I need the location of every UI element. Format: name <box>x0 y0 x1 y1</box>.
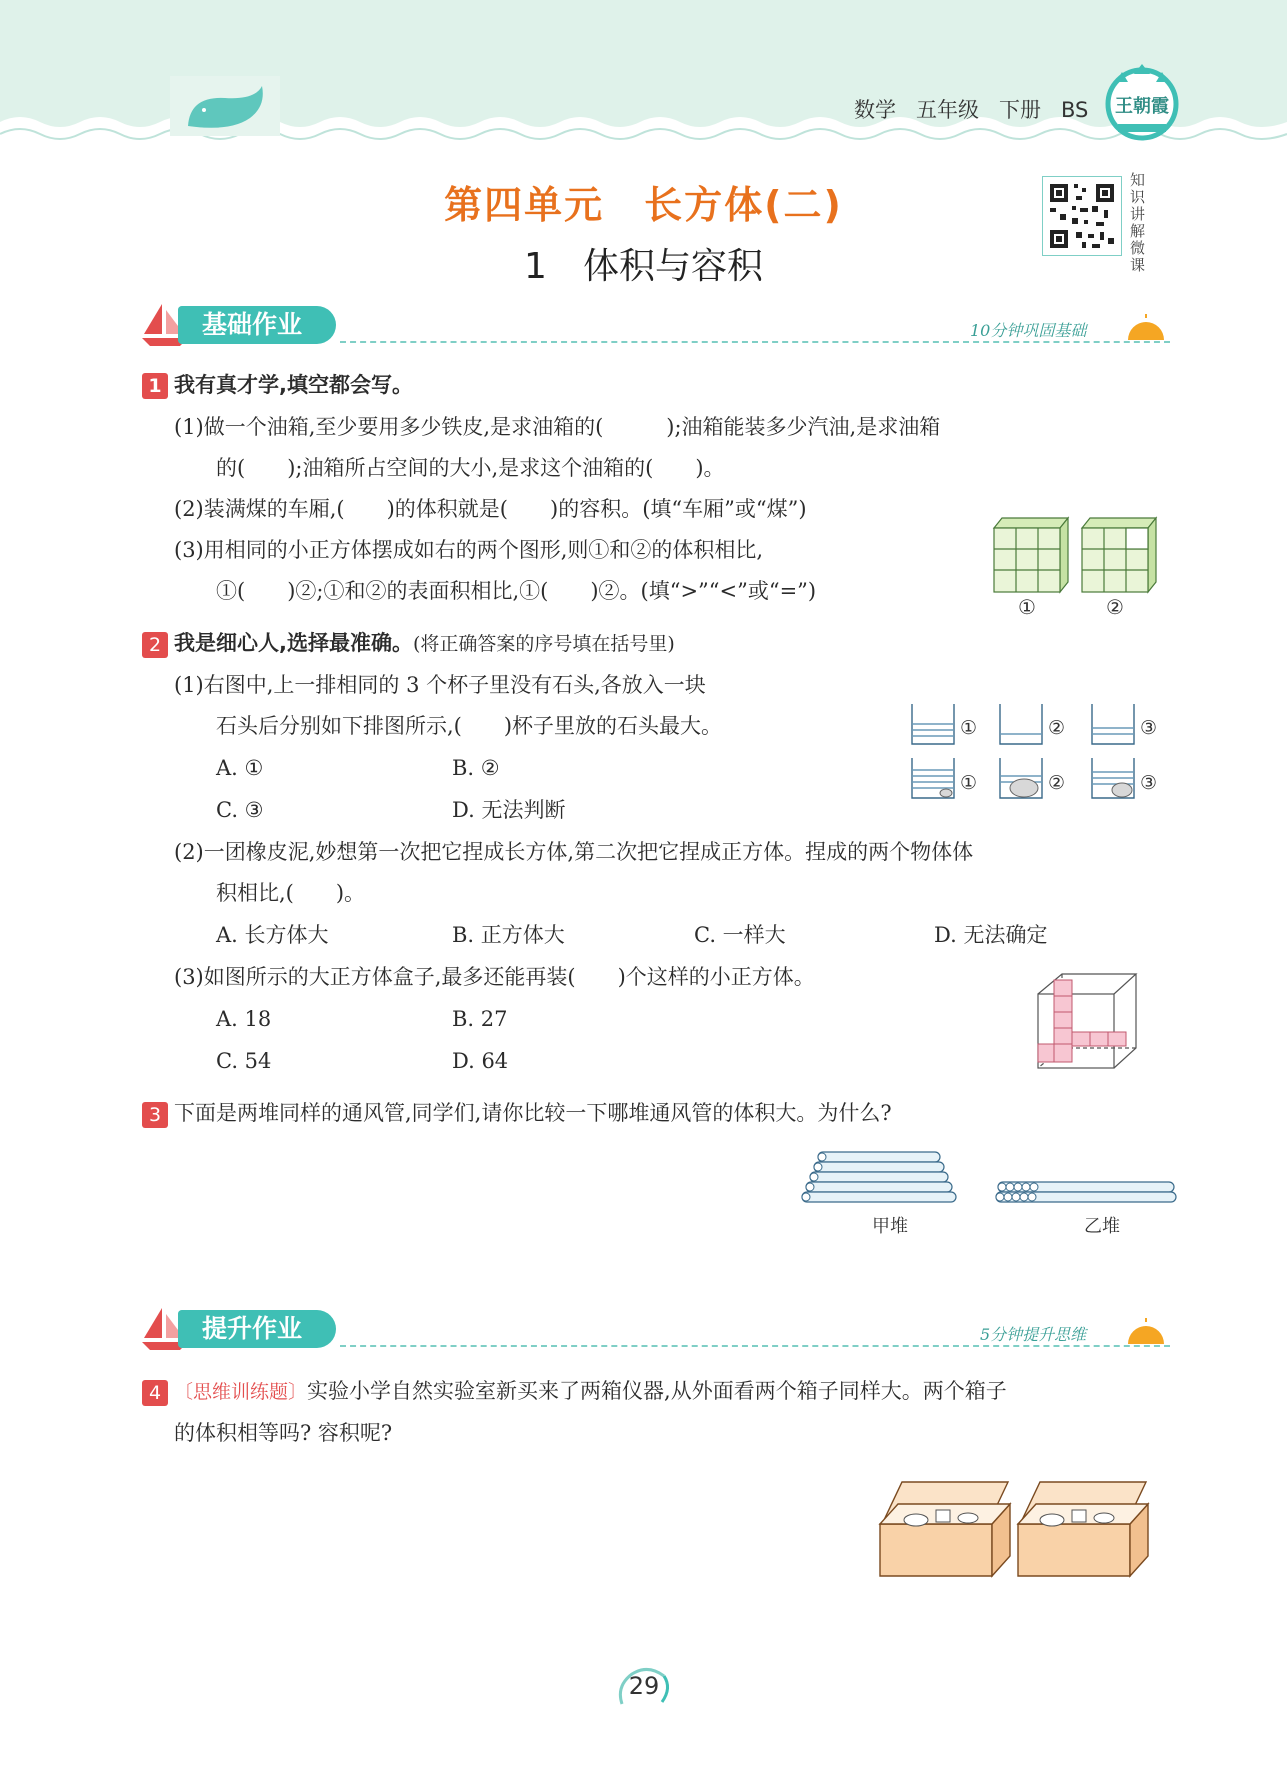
cup-label-1-top: ① <box>960 717 978 739</box>
q2-number: 2 <box>142 632 168 658</box>
book-info <box>854 94 1108 124</box>
q2-p2-option-d: D. 无法确定 <box>934 923 1048 947</box>
q3-number: 3 <box>142 1102 168 1128</box>
section-advanced-divider <box>340 1345 1170 1347</box>
cup-label-3-top: ③ <box>1140 717 1158 739</box>
q3-text: 下面是两堆同样的通风管,同学们,请你比较一下哪堆通风管的体积大。为什么? <box>174 1101 892 1125</box>
q2-p3-line-1: (3)如图所示的大正方体盒子,最多还能再装( )个这样的小正方体。 <box>174 965 815 989</box>
q1-fig-label-1: ① <box>1018 595 1036 619</box>
q2-p1-option-c: C. ③ <box>216 798 264 822</box>
q2-p2-option-a: A. 长方体大 <box>216 923 329 947</box>
q2-p2-line-2: 积相比,( )。 <box>216 881 366 905</box>
q2-heading <box>142 628 675 659</box>
section-basic-label: 基础作业 <box>178 306 336 344</box>
q1-fig-label-2: ② <box>1106 595 1124 619</box>
q1-title: 我有真才学,填空都会写。 <box>174 373 413 397</box>
unit-title: 第四单元 长方体(二) <box>444 183 843 227</box>
q1-number: 1 <box>142 373 168 399</box>
cup-label-2-top: ② <box>1048 717 1066 739</box>
q4-line-1: 实验小学自然实验室新买来了两箱仪器,从外面看两个箱子同样大。两个箱子 <box>307 1379 1007 1403</box>
q1-line-2: 的( );油箱所占空间的大小,是求这个油箱的( )。 <box>216 456 725 480</box>
q1-cube-figures <box>990 510 1170 620</box>
q3-heading <box>142 1098 892 1128</box>
brand-name: 王朝霞 <box>1115 96 1169 117</box>
q3-pile-a-label: 甲堆 <box>872 1216 908 1237</box>
q2-p1-option-a: A. ① <box>216 756 264 780</box>
q2-p1-line-2: 石头后分别如下排图所示,( )杯子里放的石头最大。 <box>216 714 723 738</box>
qr-code-icon[interactable] <box>1042 176 1122 256</box>
q2-p3-option-c: C. 54 <box>216 1049 272 1073</box>
whale-icon <box>170 76 280 136</box>
q2-p2-option-b: B. 正方体大 <box>452 923 565 947</box>
q2-p3-option-a: A. 18 <box>216 1007 272 1031</box>
q1-line-4: (3)用相同的小正方体摆成如右的两个图形,则①和②的体积相比, <box>174 538 764 562</box>
q1-line-5: ①( )②;①和②的表面积相比,①( )②。(填“>”“<”或“=”) <box>216 579 817 603</box>
lesson-title: 1 体积与容积 <box>524 246 763 287</box>
q4-line-2: 的体积相等吗? 容积呢? <box>174 1421 393 1445</box>
edition: BS <box>1061 98 1089 122</box>
qr-label: 知识讲解微课 <box>1130 171 1146 274</box>
section-advanced-note: 5分钟提升思维 <box>980 1325 1087 1344</box>
cup-label-3-bottom: ③ <box>1140 772 1158 794</box>
sun-icon <box>1122 1316 1170 1346</box>
section-basic-note: 10分钟巩固基础 <box>970 321 1087 340</box>
volume: 下册 <box>999 98 1041 122</box>
q1-heading <box>142 370 413 400</box>
q2-p2-option-c: C. 一样大 <box>694 923 786 947</box>
cup-label-1-bottom: ① <box>960 772 978 794</box>
q1-line-1: (1)做一个油箱,至少要用多少铁皮,是求油箱的( );油箱能装多少汽油,是求油箱 <box>174 415 941 439</box>
q2-p1-option-d: D. 无法判断 <box>452 798 566 822</box>
page-number: 29 <box>628 1672 660 1700</box>
grade: 五年级 <box>916 98 979 122</box>
section-advanced-label: 提升作业 <box>178 1310 336 1348</box>
q2-big-cube-figure <box>1034 972 1140 1072</box>
q4-heading <box>142 1376 1007 1407</box>
q4-number: 4 <box>142 1380 168 1406</box>
q3-pipes-figure <box>800 1146 1180 1242</box>
q2-p1-option-b: B. ② <box>452 756 500 780</box>
q2-title: 我是细心人,选择最准确。 <box>174 631 413 655</box>
q2-cups-figure <box>906 700 1170 810</box>
q2-p2-line-1: (2)一团橡皮泥,妙想第一次把它捏成长方体,第二次把它捏成正方体。捏成的两个物体体 <box>174 840 974 864</box>
sun-icon <box>1122 312 1170 342</box>
q4-boxes-figure <box>876 1480 1166 1580</box>
section-basic-divider <box>340 341 1170 343</box>
cup-label-2-bottom: ② <box>1048 772 1066 794</box>
q2-p3-option-b: B. 27 <box>452 1007 508 1031</box>
q2-p1-line-1: (1)右图中,上一排相同的 3 个杯子里没有石头,各放入一块 <box>174 673 706 697</box>
subject: 数学 <box>854 98 896 122</box>
q4-tag: 〔思维训练题〕 <box>174 1381 308 1403</box>
q2-hint: (将正确答案的序号填在括号里) <box>412 633 675 655</box>
q2-p3-option-d: D. 64 <box>452 1049 509 1073</box>
q1-line-3: (2)装满煤的车厢,( )的体积就是( )的容积。(填“车厢”或“煤”) <box>174 497 807 521</box>
q3-pile-b-label: 乙堆 <box>1084 1216 1120 1237</box>
brand-logo-icon <box>1102 62 1182 142</box>
